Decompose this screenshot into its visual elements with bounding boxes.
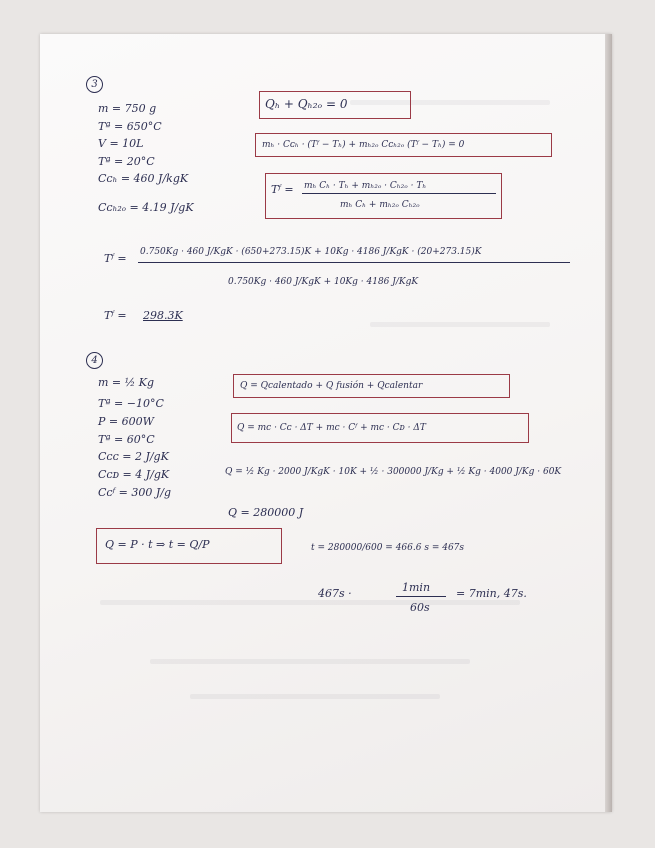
- page-edge: [605, 34, 612, 812]
- heat-expanded-equation: Q = mc · Cᴄ · ΔT + mc · Cᶠ + mc · Cᴅ · ΔT: [237, 423, 426, 433]
- result-value: 298.3K: [143, 309, 183, 322]
- given-initial-temp: Tª = 650°C: [98, 120, 162, 133]
- time-calculation: t = 280000/600 = 466.6 s = 467s: [311, 543, 465, 553]
- heat-balance-equation: Qₕ + Qₕ₂ₒ = 0: [265, 97, 348, 111]
- fraction-bar: [396, 596, 446, 597]
- bleed-through: [190, 694, 440, 699]
- fraction-bar: [138, 262, 570, 263]
- total-heat-value: Q = 280000 J: [228, 506, 304, 519]
- given-power: P = 600W: [98, 415, 154, 428]
- problem-3-number: 3: [86, 76, 103, 93]
- conversion-numerator: 1min: [402, 581, 431, 594]
- calc-final-temp-symbol: Tᶠ =: [104, 252, 127, 265]
- conversion-denominator: 60s: [410, 601, 430, 614]
- expanded-equation: mₕ · Cᴄₕ · (Tᶠ − Tₕ) + mₕ₂ₒ Cᴄₕ₂ₒ (Tᶠ − Tₕ) = 0: [262, 140, 465, 150]
- given-initial-temp: Tª = −10°C: [98, 397, 164, 410]
- given-iron-heat: Cᴄₕ = 460 J/kgK: [98, 172, 189, 185]
- calc-numerator: 0.750Kg · 460 J/KgK · (650+273.15)K + 10Kg · 4186 J/KgK · (20+273.15)K: [140, 247, 482, 257]
- result-label: Tᶠ =: [104, 309, 127, 322]
- given-mass: m = ½ Kg: [98, 376, 155, 389]
- calc-denominator: 0.750Kg · 460 J/KgK + 10Kg · 4186 J/KgK: [228, 277, 419, 287]
- conversion-result: = 7min, 47s.: [456, 587, 527, 600]
- bleed-through: [150, 659, 470, 664]
- total-heat-equation: Q = Qcalentado + Q fusión + Qcalentar: [240, 381, 423, 391]
- conversion-seconds: 467s ·: [318, 587, 352, 600]
- given-water-heat: Cᴄₕ₂ₒ = 4.19 J/gK: [98, 201, 194, 214]
- given-water-temp: Tª = 20°C: [98, 155, 155, 168]
- final-temp-symbol: Tᶠ =: [271, 183, 294, 196]
- problem-4-number: 4: [86, 352, 103, 369]
- bleed-through: [370, 322, 550, 327]
- bleed-through: [100, 600, 520, 605]
- given-ice-heat: Cᴄᴄ = 2 J/gK: [98, 450, 169, 463]
- substitution: Q = ½ Kg · 2000 J/KgK · 10K + ½ · 300000 J/Kg + ½ Kg · 4000 J/Kg · 60K: [225, 467, 562, 477]
- fraction-bar: [302, 193, 496, 194]
- given-volume: V = 10L: [98, 137, 144, 150]
- given-water-heat: Cᴄᴅ = 4 J/gK: [98, 468, 170, 481]
- given-fusion-heat: Cᴄᶠ = 300 J/g: [98, 486, 171, 499]
- given-final-temp: Tª = 60°C: [98, 433, 155, 446]
- formula-denominator: mₕ Cₕ + mₕ₂ₒ Cₕ₂ₒ: [340, 200, 420, 210]
- time-formula: Q = P · t ⇒ t = Q/P: [105, 538, 210, 551]
- formula-numerator: mₕ Cₕ · Tₕ + mₕ₂ₒ · Cₕ₂ₒ · Tₕ: [304, 181, 427, 191]
- given-mass: m = 750 g: [98, 102, 157, 115]
